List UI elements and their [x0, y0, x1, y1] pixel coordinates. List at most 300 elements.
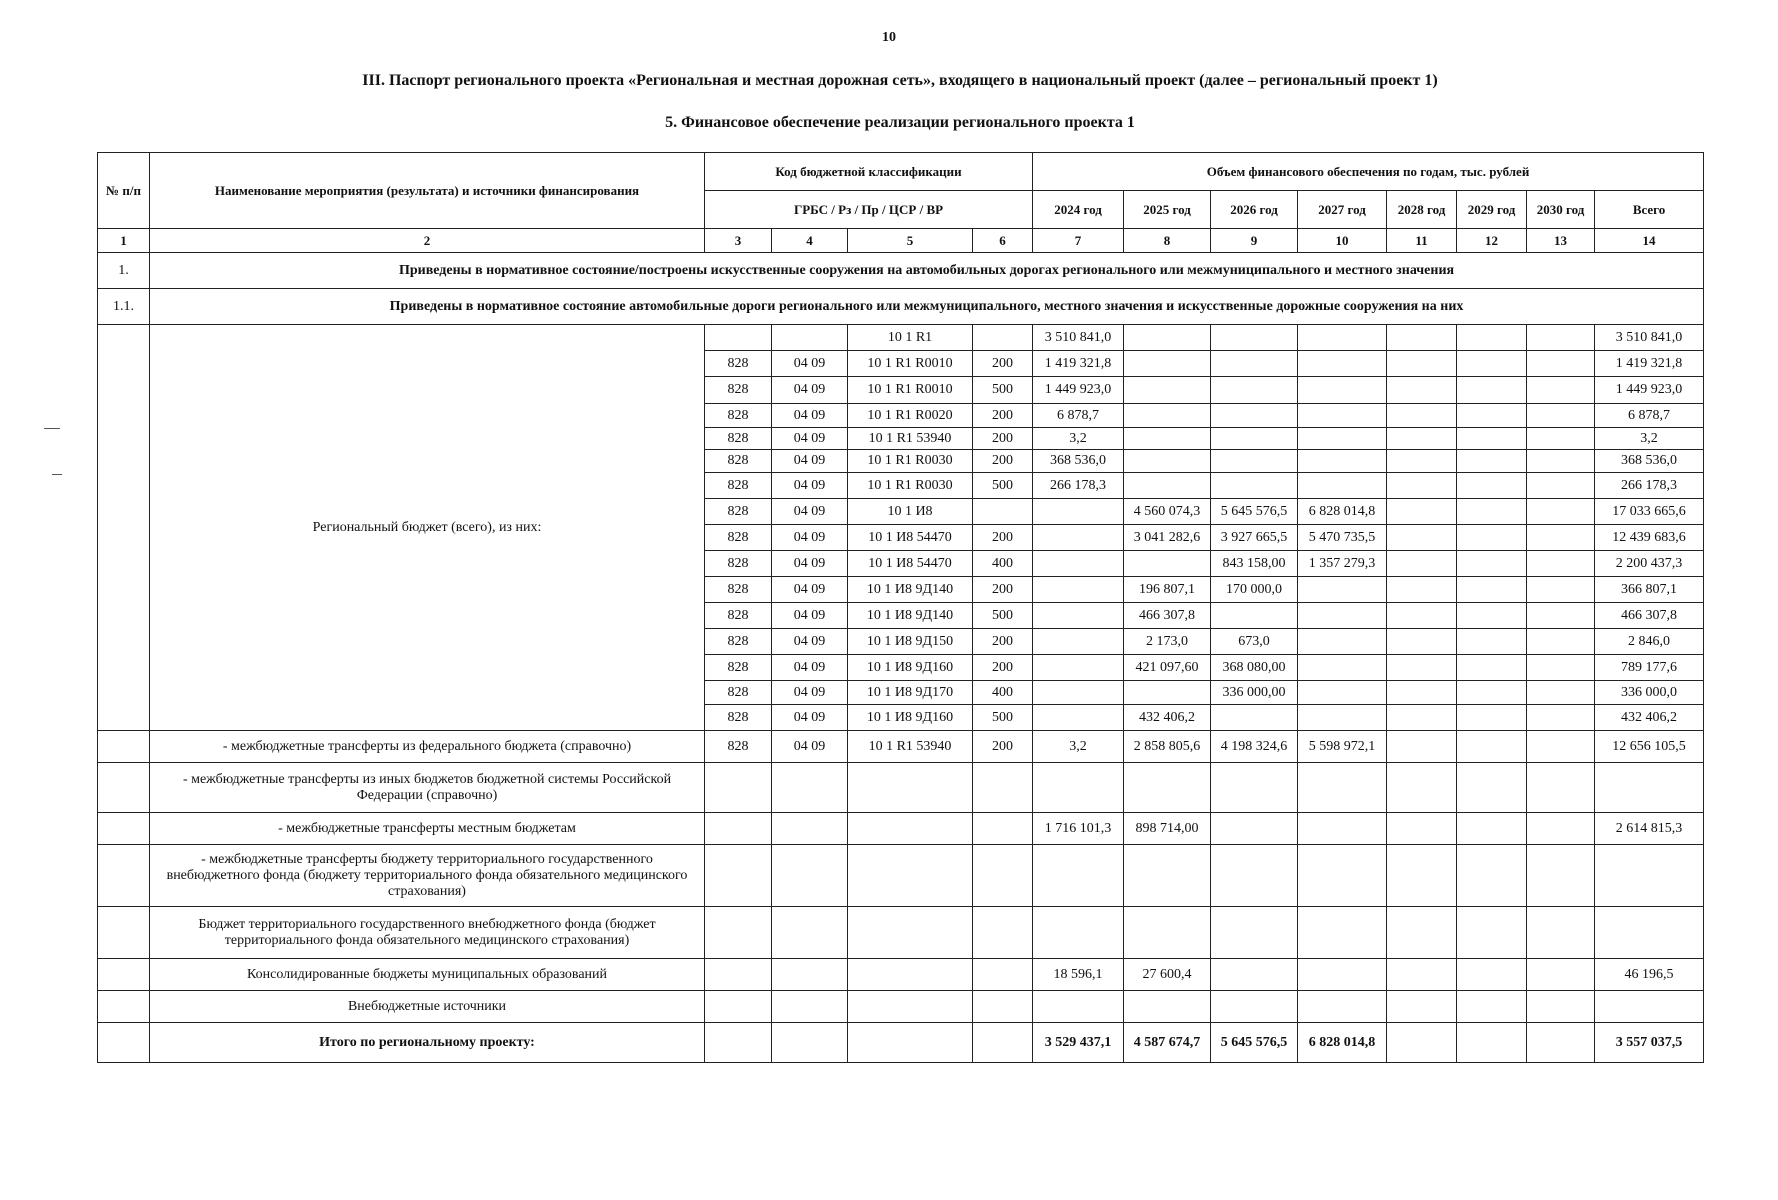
budget-code-cell: 10 1 R1 R0010	[848, 377, 973, 404]
amount-cell	[1527, 655, 1595, 681]
amount-cell	[1527, 377, 1595, 404]
budget-code-cell	[973, 763, 1033, 813]
amount-cell	[1298, 325, 1387, 351]
table-row	[98, 813, 1704, 845]
amount-cell	[1527, 525, 1595, 551]
budget-code-cell: 828	[705, 551, 772, 577]
section-title: Приведены в нормативное состояние/построены искусственные сооружения на автомобильных дорогах регионального или межмуниципального и местного значения	[150, 253, 1704, 289]
amount-cell	[1211, 351, 1298, 377]
funding-source-label: - межбюджетные трансферты бюджету территориального государственного внебюджетного фонда (бюджету территориального фонда обязательного медицинского страхования)	[150, 845, 705, 907]
amount-cell	[1298, 404, 1387, 428]
column-number: 11	[1387, 229, 1457, 253]
header-col-name: Наименование мероприятия (результата) и источники финансирования	[150, 153, 705, 229]
amount-cell	[1387, 629, 1457, 655]
section-number: 1.1.	[98, 289, 150, 325]
amount-cell	[1211, 845, 1298, 907]
amount-cell: 6 828 014,8	[1298, 499, 1387, 525]
header-col-no: № п/п	[98, 153, 150, 229]
amount-cell: 6 878,7	[1033, 404, 1124, 428]
amount-cell	[1298, 655, 1387, 681]
funding-source-label: - межбюджетные трансферты местным бюджетам	[150, 813, 705, 845]
amount-cell	[1457, 325, 1527, 351]
section-row	[98, 289, 1704, 325]
amount-cell	[1527, 681, 1595, 705]
amount-cell	[1211, 377, 1298, 404]
budget-code-cell	[848, 813, 973, 845]
amount-cell	[1387, 731, 1457, 763]
amount-cell	[1298, 763, 1387, 813]
amount-cell	[1124, 351, 1211, 377]
row-number-cell	[98, 907, 150, 959]
budget-code-cell	[772, 325, 848, 351]
page-number: 10	[882, 30, 896, 45]
budget-code-cell: 04 09	[772, 655, 848, 681]
amount-cell	[1033, 525, 1124, 551]
amount-cell	[1124, 681, 1211, 705]
amount-cell	[1527, 731, 1595, 763]
amount-cell	[1527, 991, 1595, 1023]
row-number-cell	[98, 325, 150, 731]
amount-cell	[1527, 845, 1595, 907]
budget-code-cell: 828	[705, 731, 772, 763]
total-cell: 3 557 037,5	[1595, 1023, 1704, 1063]
amount-cell	[1457, 551, 1527, 577]
amount-cell	[1527, 404, 1595, 428]
table-row	[98, 907, 1704, 959]
budget-code-cell: 828	[705, 404, 772, 428]
amount-cell: 1 357 279,3	[1298, 551, 1387, 577]
amount-cell	[1387, 959, 1457, 991]
budget-code-cell: 04 09	[772, 603, 848, 629]
budget-code-cell: 200	[973, 577, 1033, 603]
amount-cell	[1298, 845, 1387, 907]
amount-cell: 4 560 074,3	[1124, 499, 1211, 525]
budget-code-cell: 10 1 И8 9Д140	[848, 577, 973, 603]
column-number: 9	[1211, 229, 1298, 253]
amount-cell: 18 596,1	[1033, 959, 1124, 991]
amount-cell: 3,2	[1033, 731, 1124, 763]
budget-code-cell	[973, 325, 1033, 351]
header-code-group: Код бюджетной классификации	[705, 153, 1033, 191]
amount-cell	[1457, 473, 1527, 499]
budget-code-cell	[705, 325, 772, 351]
budget-code-cell	[848, 845, 973, 907]
financing-table	[97, 152, 1704, 1063]
column-number: 3	[705, 229, 772, 253]
total-cell: 6 878,7	[1595, 404, 1704, 428]
budget-code-cell: 828	[705, 377, 772, 404]
amount-cell	[1124, 450, 1211, 473]
amount-cell	[1033, 845, 1124, 907]
amount-cell	[1457, 428, 1527, 450]
column-number: 8	[1124, 229, 1211, 253]
total-cell	[1595, 907, 1704, 959]
budget-code-cell: 200	[973, 525, 1033, 551]
budget-code-cell: 10 1 R1 R0030	[848, 450, 973, 473]
row-number-cell	[98, 813, 150, 845]
header-volume-group: Объем финансового обеспечения по годам, тыс. рублей	[1033, 153, 1704, 191]
total-cell: 12 656 105,5	[1595, 731, 1704, 763]
budget-code-cell	[772, 959, 848, 991]
header-year: 2026 год	[1211, 191, 1298, 229]
amount-cell: 5 470 735,5	[1298, 525, 1387, 551]
subsection-heading: 5. Финансовое обеспечение реализации регионального проекта 1	[665, 114, 1135, 131]
amount-cell	[1033, 763, 1124, 813]
budget-code-cell: 10 1 И8 54470	[848, 551, 973, 577]
amount-cell	[1033, 551, 1124, 577]
amount-cell: 2 858 805,6	[1124, 731, 1211, 763]
total-cell	[1595, 845, 1704, 907]
budget-code-cell: 400	[973, 681, 1033, 705]
amount-cell	[1298, 705, 1387, 731]
amount-cell: 27 600,4	[1124, 959, 1211, 991]
budget-code-cell	[973, 499, 1033, 525]
budget-code-cell	[848, 991, 973, 1023]
total-cell: 336 000,0	[1595, 681, 1704, 705]
amount-cell	[1124, 551, 1211, 577]
amount-cell: 5 598 972,1	[1298, 731, 1387, 763]
row-number-cell	[98, 959, 150, 991]
budget-code-cell	[772, 813, 848, 845]
budget-code-cell: 828	[705, 499, 772, 525]
header-year: 2030 год	[1527, 191, 1595, 229]
amount-cell	[1387, 1023, 1457, 1063]
amount-cell	[1387, 603, 1457, 629]
budget-code-cell: 04 09	[772, 428, 848, 450]
amount-cell	[1387, 991, 1457, 1023]
budget-code-cell: 10 1 И8 9Д160	[848, 705, 973, 731]
amount-cell	[1457, 731, 1527, 763]
amount-cell	[1387, 450, 1457, 473]
amount-cell	[1387, 499, 1457, 525]
budget-code-cell: 04 09	[772, 473, 848, 499]
amount-cell: 3,2	[1033, 428, 1124, 450]
budget-code-cell	[973, 813, 1033, 845]
section-row	[98, 253, 1704, 289]
amount-cell	[1457, 655, 1527, 681]
budget-code-cell: 10 1 R1 53940	[848, 428, 973, 450]
amount-cell	[1457, 377, 1527, 404]
amount-cell	[1527, 428, 1595, 450]
amount-cell	[1033, 629, 1124, 655]
column-number: 14	[1595, 229, 1704, 253]
column-number: 10	[1298, 229, 1387, 253]
budget-code-cell: 828	[705, 351, 772, 377]
amount-cell	[1298, 907, 1387, 959]
column-number: 1	[98, 229, 150, 253]
budget-code-cell: 500	[973, 377, 1033, 404]
amount-cell: 466 307,8	[1124, 603, 1211, 629]
budget-code-cell: 828	[705, 473, 772, 499]
amount-cell: 843 158,00	[1211, 551, 1298, 577]
budget-code-cell: 828	[705, 428, 772, 450]
section-number: 1.	[98, 253, 150, 289]
amount-cell	[1033, 907, 1124, 959]
amount-cell: 368 536,0	[1033, 450, 1124, 473]
budget-code-cell: 04 09	[772, 351, 848, 377]
total-cell: 466 307,8	[1595, 603, 1704, 629]
budget-code-cell: 828	[705, 577, 772, 603]
amount-cell: 4 587 674,7	[1124, 1023, 1211, 1063]
amount-cell	[1124, 991, 1211, 1023]
budget-code-cell	[973, 1023, 1033, 1063]
amount-cell	[1211, 404, 1298, 428]
amount-cell	[1527, 629, 1595, 655]
amount-cell: 336 000,00	[1211, 681, 1298, 705]
row-number-cell	[98, 763, 150, 813]
amount-cell	[1298, 428, 1387, 450]
total-cell: 12 439 683,6	[1595, 525, 1704, 551]
budget-code-cell	[705, 845, 772, 907]
amount-cell: 421 097,60	[1124, 655, 1211, 681]
amount-cell	[1211, 428, 1298, 450]
section-heading: III. Паспорт регионального проекта «Региональная и местная дорожная сеть», входящего в национальный проект (далее – региональный проект 1)	[362, 72, 1438, 89]
amount-cell	[1457, 907, 1527, 959]
amount-cell	[1298, 577, 1387, 603]
amount-cell: 2 173,0	[1124, 629, 1211, 655]
column-number: 7	[1033, 229, 1124, 253]
amount-cell	[1387, 705, 1457, 731]
amount-cell	[1457, 351, 1527, 377]
amount-cell	[1298, 473, 1387, 499]
amount-cell	[1211, 959, 1298, 991]
budget-code-cell: 04 09	[772, 731, 848, 763]
total-cell: 789 177,6	[1595, 655, 1704, 681]
amount-cell: 5 645 576,5	[1211, 499, 1298, 525]
amount-cell	[1527, 577, 1595, 603]
budget-code-cell	[772, 845, 848, 907]
budget-code-cell: 200	[973, 731, 1033, 763]
amount-cell	[1527, 450, 1595, 473]
total-cell: 266 178,3	[1595, 473, 1704, 499]
amount-cell	[1457, 991, 1527, 1023]
amount-cell	[1527, 813, 1595, 845]
budget-code-cell	[973, 845, 1033, 907]
amount-cell	[1033, 603, 1124, 629]
amount-cell: 5 645 576,5	[1211, 1023, 1298, 1063]
amount-cell: 1 449 923,0	[1033, 377, 1124, 404]
budget-code-cell: 04 09	[772, 404, 848, 428]
amount-cell	[1298, 351, 1387, 377]
budget-code-cell	[848, 959, 973, 991]
budget-code-cell: 200	[973, 629, 1033, 655]
amount-cell: 1 419 321,8	[1033, 351, 1124, 377]
funding-source-label: Бюджет территориального государственного внебюджетного фонда (бюджет территориального фонда обязательного медицинского страхования)	[150, 907, 705, 959]
budget-code-cell: 10 1 И8 9Д150	[848, 629, 973, 655]
amount-cell: 1 716 101,3	[1033, 813, 1124, 845]
amount-cell	[1457, 845, 1527, 907]
total-cell: 2 614 815,3	[1595, 813, 1704, 845]
budget-code-cell	[848, 907, 973, 959]
budget-code-cell: 10 1 R1 R0010	[848, 351, 973, 377]
budget-code-cell	[705, 959, 772, 991]
budget-code-cell: 200	[973, 351, 1033, 377]
amount-cell	[1527, 551, 1595, 577]
amount-cell	[1527, 473, 1595, 499]
amount-cell	[1387, 325, 1457, 351]
amount-cell	[1457, 450, 1527, 473]
total-cell	[1595, 763, 1704, 813]
column-number: 6	[973, 229, 1033, 253]
budget-code-cell	[705, 763, 772, 813]
amount-cell: 4 198 324,6	[1211, 731, 1298, 763]
budget-code-cell	[973, 991, 1033, 1023]
amount-cell: 3 510 841,0	[1033, 325, 1124, 351]
budget-code-cell	[848, 763, 973, 813]
amount-cell	[1387, 428, 1457, 450]
header-year: 2028 год	[1387, 191, 1457, 229]
amount-cell	[1387, 551, 1457, 577]
amount-cell	[1527, 325, 1595, 351]
amount-cell	[1457, 813, 1527, 845]
column-number: 2	[150, 229, 705, 253]
budget-code-cell: 500	[973, 473, 1033, 499]
amount-cell	[1457, 1023, 1527, 1063]
amount-cell	[1298, 629, 1387, 655]
budget-code-cell: 04 09	[772, 681, 848, 705]
budget-code-cell	[973, 907, 1033, 959]
total-cell: 46 196,5	[1595, 959, 1704, 991]
amount-cell	[1457, 705, 1527, 731]
amount-cell	[1124, 845, 1211, 907]
funding-source-label: - межбюджетные трансферты из иных бюджетов бюджетной системы Российской Федерации (справочно)	[150, 763, 705, 813]
amount-cell: 3 927 665,5	[1211, 525, 1298, 551]
amount-cell	[1527, 907, 1595, 959]
amount-cell	[1387, 404, 1457, 428]
amount-cell: 6 828 014,8	[1298, 1023, 1387, 1063]
amount-cell	[1298, 377, 1387, 404]
amount-cell: 170 000,0	[1211, 577, 1298, 603]
amount-cell	[1457, 959, 1527, 991]
amount-cell	[1457, 603, 1527, 629]
total-cell: 1 419 321,8	[1595, 351, 1704, 377]
budget-code-cell	[705, 813, 772, 845]
amount-cell: 266 178,3	[1033, 473, 1124, 499]
amount-cell	[1387, 907, 1457, 959]
budget-code-cell	[705, 907, 772, 959]
amount-cell: 3 529 437,1	[1033, 1023, 1124, 1063]
header-year: 2029 год	[1457, 191, 1527, 229]
total-cell: 366 807,1	[1595, 577, 1704, 603]
amount-cell	[1457, 681, 1527, 705]
amount-cell	[1033, 681, 1124, 705]
funding-source-label: Внебюджетные источники	[150, 991, 705, 1023]
amount-cell	[1457, 577, 1527, 603]
amount-cell	[1298, 603, 1387, 629]
total-cell: 2 846,0	[1595, 629, 1704, 655]
table-row	[98, 845, 1704, 907]
amount-cell	[1457, 763, 1527, 813]
amount-cell: 3 041 282,6	[1124, 525, 1211, 551]
amount-cell	[1387, 351, 1457, 377]
amount-cell	[1033, 577, 1124, 603]
amount-cell	[1211, 603, 1298, 629]
amount-cell: 432 406,2	[1124, 705, 1211, 731]
budget-code-cell	[705, 991, 772, 1023]
amount-cell	[1298, 681, 1387, 705]
amount-cell	[1527, 603, 1595, 629]
budget-code-cell: 200	[973, 428, 1033, 450]
amount-cell	[1211, 991, 1298, 1023]
budget-code-cell: 04 09	[772, 450, 848, 473]
budget-code-cell: 828	[705, 603, 772, 629]
amount-cell	[1033, 499, 1124, 525]
amount-cell	[1211, 450, 1298, 473]
budget-code-cell: 10 1 R1	[848, 325, 973, 351]
budget-code-cell	[848, 1023, 973, 1063]
budget-code-cell: 10 1 И8 54470	[848, 525, 973, 551]
amount-cell: 368 080,00	[1211, 655, 1298, 681]
amount-cell	[1457, 629, 1527, 655]
budget-code-cell: 10 1 И8 9Д140	[848, 603, 973, 629]
budget-code-cell: 04 09	[772, 525, 848, 551]
budget-code-cell: 10 1 И8	[848, 499, 973, 525]
section-title: Приведены в нормативное состояние автомобильные дороги регионального или межмуниципального, местного значения и искусственные дорожные сооружения на них	[150, 289, 1704, 325]
amount-cell	[1124, 377, 1211, 404]
budget-code-cell: 400	[973, 551, 1033, 577]
budget-code-cell: 200	[973, 404, 1033, 428]
budget-code-cell	[973, 959, 1033, 991]
amount-cell	[1124, 325, 1211, 351]
table-row	[98, 763, 1704, 813]
budget-code-cell	[772, 1023, 848, 1063]
row-number-cell	[98, 991, 150, 1023]
amount-cell	[1124, 763, 1211, 813]
amount-cell	[1211, 813, 1298, 845]
total-cell	[1595, 991, 1704, 1023]
budget-code-cell: 500	[973, 705, 1033, 731]
table-row	[98, 991, 1704, 1023]
amount-cell	[1387, 525, 1457, 551]
amount-cell	[1457, 499, 1527, 525]
table-row	[98, 325, 1704, 351]
budget-code-cell: 500	[973, 603, 1033, 629]
budget-code-cell: 10 1 R1 R0030	[848, 473, 973, 499]
amount-cell	[1033, 705, 1124, 731]
budget-code-cell: 04 09	[772, 499, 848, 525]
budget-code-cell: 200	[973, 655, 1033, 681]
amount-cell	[1298, 813, 1387, 845]
amount-cell: 898 714,00	[1124, 813, 1211, 845]
amount-cell	[1298, 991, 1387, 1023]
total-cell: 3,2	[1595, 428, 1704, 450]
amount-cell	[1527, 499, 1595, 525]
amount-cell	[1124, 404, 1211, 428]
amount-cell	[1527, 1023, 1595, 1063]
scan-artifact	[52, 474, 62, 475]
budget-code-cell: 10 1 И8 9Д170	[848, 681, 973, 705]
amount-cell	[1124, 907, 1211, 959]
budget-code-cell: 04 09	[772, 377, 848, 404]
amount-cell	[1527, 763, 1595, 813]
amount-cell	[1527, 705, 1595, 731]
funding-source-label: Консолидированные бюджеты муниципальных образований	[150, 959, 705, 991]
total-label: Итого по региональному проекту:	[150, 1023, 705, 1063]
amount-cell	[1211, 763, 1298, 813]
total-row	[98, 1023, 1704, 1063]
total-cell: 368 536,0	[1595, 450, 1704, 473]
column-number: 5	[848, 229, 973, 253]
budget-code-cell	[705, 1023, 772, 1063]
total-cell: 432 406,2	[1595, 705, 1704, 731]
budget-code-cell	[772, 991, 848, 1023]
table-row	[98, 959, 1704, 991]
header-year: 2025 год	[1124, 191, 1211, 229]
amount-cell	[1033, 655, 1124, 681]
budget-code-cell: 828	[705, 450, 772, 473]
amount-cell: 196 807,1	[1124, 577, 1211, 603]
budget-code-cell: 04 09	[772, 551, 848, 577]
